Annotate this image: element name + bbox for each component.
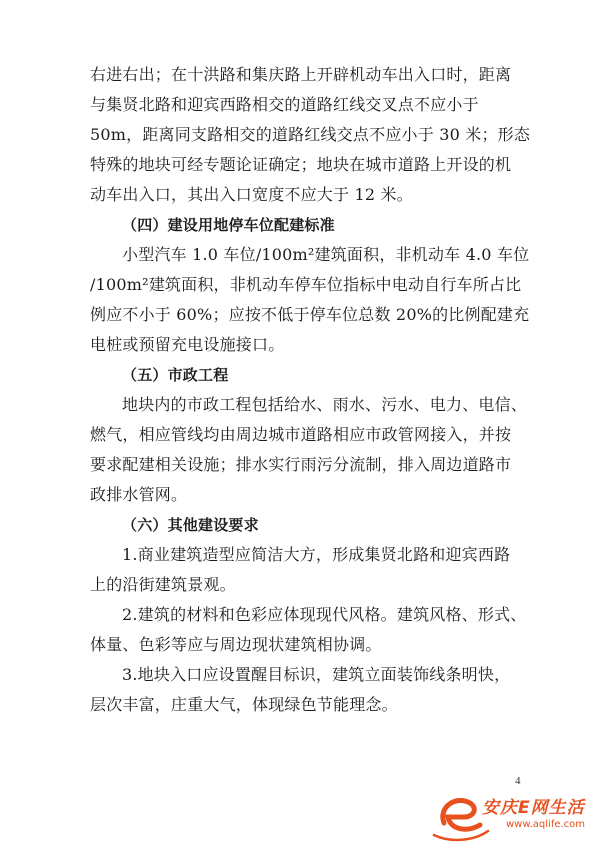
text-line-12: 地块内的市政工程包括给水、雨水、污水、电力、电信、 [122, 395, 528, 414]
section-heading-municipal: （五）市政工程 [122, 366, 229, 384]
text-line-3: 50m，距离同支路相交的道路红线交点不应小于 30 米；形态 [90, 125, 531, 144]
page-number: 4 [515, 775, 521, 787]
watermark-url: www.aqlife.com [506, 819, 586, 830]
text-line-18: 上的沿街建筑景观。 [90, 575, 236, 594]
text-line-5: 动车出入口，其出入口宽度不应大于 12 米。 [90, 185, 413, 204]
site-watermark [430, 785, 600, 848]
text-line-17: 1.商业建筑造型应简洁大方，形成集贤北路和迎宾西路 [122, 545, 511, 564]
section-heading-other: （六）其他建设要求 [122, 516, 259, 534]
text-line-1: 右进右出；在十洪路和集庆路上开辟机动车出入口时，距离 [90, 65, 512, 84]
text-line-19: 2.建筑的材料和色彩应体现现代风格。建筑风格、形式、 [122, 605, 527, 624]
text-line-22: 层次丰富，庄重大气，体现绿色节能理念。 [90, 695, 398, 714]
text-line-20: 体量、色彩等应与周边现状建筑相协调。 [90, 635, 382, 654]
text-line-15: 政排水管网。 [90, 485, 188, 504]
text-line-14: 要求配建相关设施；排水实行雨污分流制，排入周边道路市 [90, 455, 512, 474]
text-line-8: /100m²建筑面积，非机动车停车位指标中电动自行车所占比 [90, 275, 522, 294]
watermark-title: 安庆E网生活 [482, 798, 585, 818]
text-line-21: 3.地块入口应设置醒目标识，建筑立面装饰线条明快， [122, 665, 511, 684]
document-body [90, 60, 531, 720]
section-heading-parking: （四）建设用地停车位配建标准 [122, 216, 335, 234]
text-line-9: 例应不小于 60%；应按不低于停车位总数 20%的比例配建充 [90, 305, 530, 324]
text-line-13: 燃气，相应管线均由周边城市道路相应市政管网接入，并按 [90, 425, 512, 444]
text-line-10: 电桩或预留充电设施接口。 [90, 335, 285, 354]
text-line-4: 特殊的地块可经专题论证确定；地块在城市道路上开设的机 [90, 155, 512, 174]
text-line-7: 小型汽车 1.0 车位/100m²建筑面积，非机动车 4.0 车位 [122, 245, 530, 264]
e-logo-icon [430, 785, 490, 845]
text-line-2: 与集贤北路和迎宾西路相交的道路红线交叉点不应小于 [90, 95, 479, 114]
